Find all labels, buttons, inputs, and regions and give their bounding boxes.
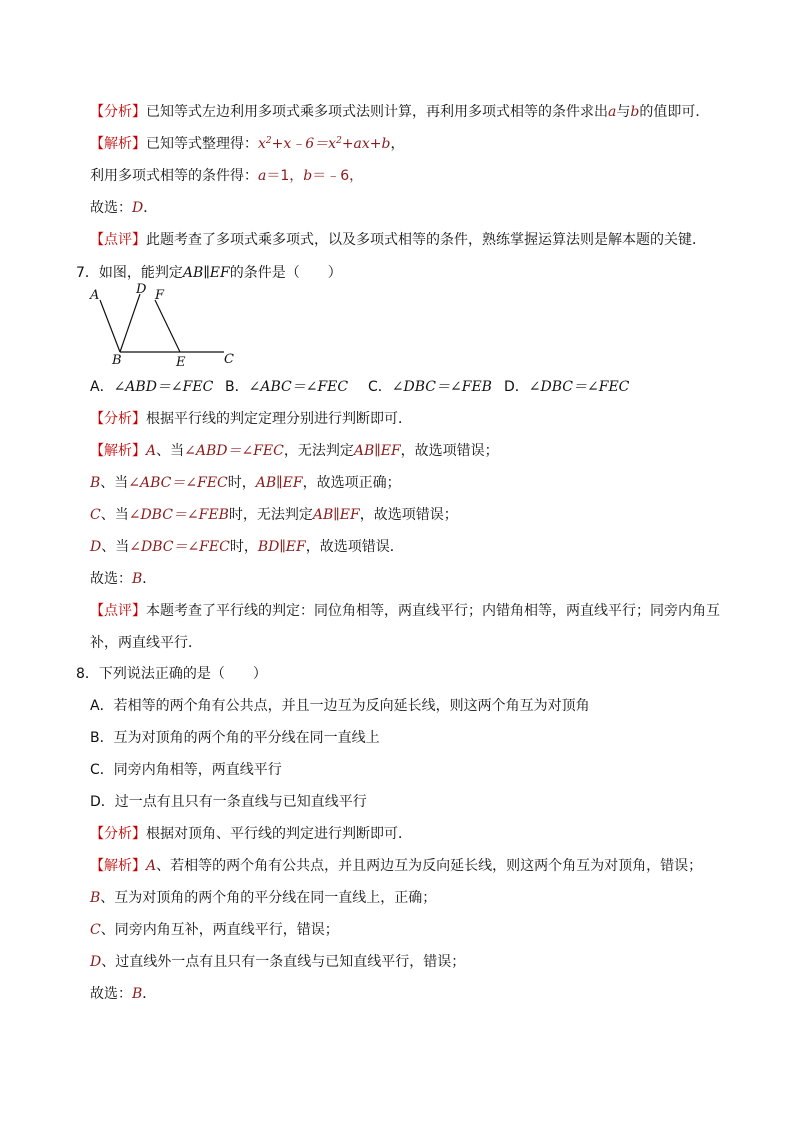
q8-option-a[interactable]: A．若相等的两个角有公共点，并且一边互为反向延长线，则这两个角互为对顶角 (90, 698, 590, 714)
q7-line-b (90, 473, 401, 493)
analysis-text: 根据对顶角、平行线的判定进行判断即可． (146, 826, 412, 842)
comment-text: 此题考查了多项式乘多项式，以及多项式相等的条件，熟练掌握运算法则是解本题的关键． (146, 232, 706, 248)
choose-answer: B (132, 571, 143, 587)
line-text: 、当 (100, 475, 129, 491)
eq-part: +ax+b (341, 136, 391, 152)
q6-condition (90, 166, 363, 186)
line-text: 时， (227, 475, 256, 491)
var-b: b (630, 104, 640, 120)
choose-answer: B (132, 986, 143, 1002)
q7-stem (76, 263, 342, 283)
q8-line-b (90, 888, 436, 908)
line-math: AB∥EF (312, 507, 360, 523)
q6-solution (90, 134, 404, 154)
solution-text: 已知等式整理得： (146, 136, 258, 152)
eq-part: x (258, 136, 266, 152)
option-a[interactable] (90, 377, 225, 397)
item-letter: B (90, 890, 101, 906)
line-ab (100, 300, 120, 352)
value-b: ＝﹣6， (312, 168, 364, 184)
line-text: ，故选项错误； (359, 507, 458, 523)
line-math: ∠DBC＝∠FEB (128, 507, 229, 523)
q8-option-b[interactable]: B．互为对顶角的两个角的平分线在同一直线上 (90, 730, 380, 746)
solution-tag: 【解析】 (90, 443, 146, 459)
condition-text: 利用多项式相等的条件得： (90, 168, 258, 184)
solution-text: ，无法判定 (283, 443, 354, 459)
q8-option-c[interactable]: C．同旁内角相等，两直线平行 (90, 762, 282, 778)
line-math: ∠ABC＝∠FEC (128, 475, 228, 491)
q8-choose (90, 984, 156, 1004)
option-expr: ∠ABC＝∠FEC (248, 379, 349, 395)
label-B: B (112, 353, 122, 368)
line-ef (155, 300, 180, 352)
line-text: 时，无法判定 (228, 507, 313, 523)
q6-comment (90, 230, 706, 250)
option-label: D． (504, 379, 529, 395)
solution-text: 、若相等的两个角有公共点，并且两边互为反向延长线，则这两个角互为对顶角，错误； (156, 858, 703, 874)
line-math: AB∥EF (255, 475, 303, 491)
solution-text: ， (390, 136, 405, 152)
q8-solution (90, 856, 702, 876)
line-text: 、过直线外一点有且只有一条直线与已知直线平行，错误； (101, 954, 466, 970)
comment-tag: 【点评】 (90, 603, 146, 619)
analysis-text: 已知等式左边利用多项式乘多项式法则计算，再利用多项式相等的条件求出 (146, 104, 608, 120)
q7-options (90, 377, 629, 397)
choose-text: ． (143, 200, 158, 216)
q6-analysis (90, 102, 709, 122)
q8-stem: 8．下列说法正确的是（ ） (76, 666, 267, 682)
line-text: 、互为对顶角的两个角的平分线在同一直线上，正确； (100, 890, 437, 906)
label-C: C (224, 352, 234, 367)
item-letter: C (90, 507, 101, 523)
option-expr: ∠DBC＝∠FEB (391, 379, 492, 395)
q8-line-d (90, 952, 465, 972)
item-letter: D (90, 539, 102, 555)
line-text: 、当 (101, 539, 130, 555)
item-letter: D (90, 954, 102, 970)
eq-part: +x﹣6＝x (271, 136, 337, 152)
q7-line-d (90, 537, 404, 557)
stem-text: 的条件是（ ） (229, 265, 342, 281)
var-a: a (258, 168, 267, 184)
equation (258, 136, 390, 152)
solution-math: AB∥EF (353, 443, 401, 459)
analysis-text: 根据平行线的判定定理分别进行判断即可． (146, 411, 412, 427)
q7-choose (90, 569, 156, 589)
eq-exponent: 2 (265, 136, 272, 146)
option-b[interactable] (225, 377, 368, 397)
label-A: A (90, 288, 100, 303)
stem-math: AB∥EF (182, 265, 230, 281)
label-D: D (136, 282, 147, 297)
option-expr: ∠ABD＝∠FEC (113, 379, 214, 395)
eq-exponent: 2 (336, 136, 342, 146)
q7-line-c (90, 505, 458, 525)
analysis-tag: 【分析】 (90, 826, 146, 842)
q8-analysis (90, 824, 412, 844)
value-a: ＝1， (266, 168, 304, 184)
analysis-text: 的值即可． (639, 104, 710, 120)
option-label: C． (368, 379, 392, 395)
option-label: A． (90, 379, 114, 395)
solution-tag: 【解析】 (90, 136, 146, 152)
analysis-text: 与 (616, 104, 631, 120)
comment-text: 本题考查了平行线的判定：同位角相等，两直线平行；内错角相等，两直线平行；同旁内角互 (146, 603, 720, 619)
choose-text: 故选： (90, 986, 132, 1002)
line-bd (120, 294, 140, 352)
choose-text: 故选： (90, 200, 132, 216)
item-letter: A (146, 443, 157, 459)
line-text: ，故选项错误． (305, 539, 404, 555)
option-c[interactable] (368, 377, 504, 397)
option-label: B． (225, 379, 249, 395)
label-F: F (155, 288, 165, 303)
solution-text: ，故选项错误； (400, 443, 499, 459)
item-letter: C (90, 922, 101, 938)
q7-figure (84, 282, 244, 372)
var-a: a (608, 104, 617, 120)
q7-solution (90, 441, 499, 461)
solution-text: 、当 (156, 443, 185, 459)
line-text: 、当 (100, 507, 129, 523)
stem-text: 7．如图，能判定 (76, 265, 183, 281)
item-letter: A (146, 858, 157, 874)
analysis-tag: 【分析】 (90, 411, 146, 427)
comment-tag: 【点评】 (90, 232, 146, 248)
q6-choose (90, 198, 157, 218)
var-b: b (303, 168, 313, 184)
option-d[interactable] (504, 377, 629, 397)
q7-comment-cont (90, 633, 202, 653)
line-text: 时， (229, 539, 258, 555)
line-text: ，故选项正确； (302, 475, 401, 491)
option-expr: ∠DBC＝∠FEC (528, 379, 630, 395)
item-letter: B (90, 475, 101, 491)
q7-analysis (90, 409, 412, 429)
line-math: BD∥EF (257, 539, 306, 555)
q8-option-d[interactable]: D．过一点有且只有一条直线与已知直线平行 (90, 794, 367, 810)
analysis-tag: 【分析】 (90, 104, 146, 120)
comment-text: 补，两直线平行． (90, 635, 202, 651)
line-math: ∠DBC＝∠FEC (129, 539, 230, 555)
q8-line-c (90, 920, 339, 940)
choose-text: ． (142, 986, 157, 1002)
solution-math: ∠ABD＝∠FEC (184, 443, 284, 459)
label-E: E (176, 355, 186, 370)
choose-text: ． (142, 571, 157, 587)
q7-comment (90, 601, 720, 621)
choose-answer: D (132, 200, 144, 216)
choose-text: 故选： (90, 571, 132, 587)
line-text: 、同旁内角互补，两直线平行，错误； (100, 922, 339, 938)
solution-tag: 【解析】 (90, 858, 146, 874)
